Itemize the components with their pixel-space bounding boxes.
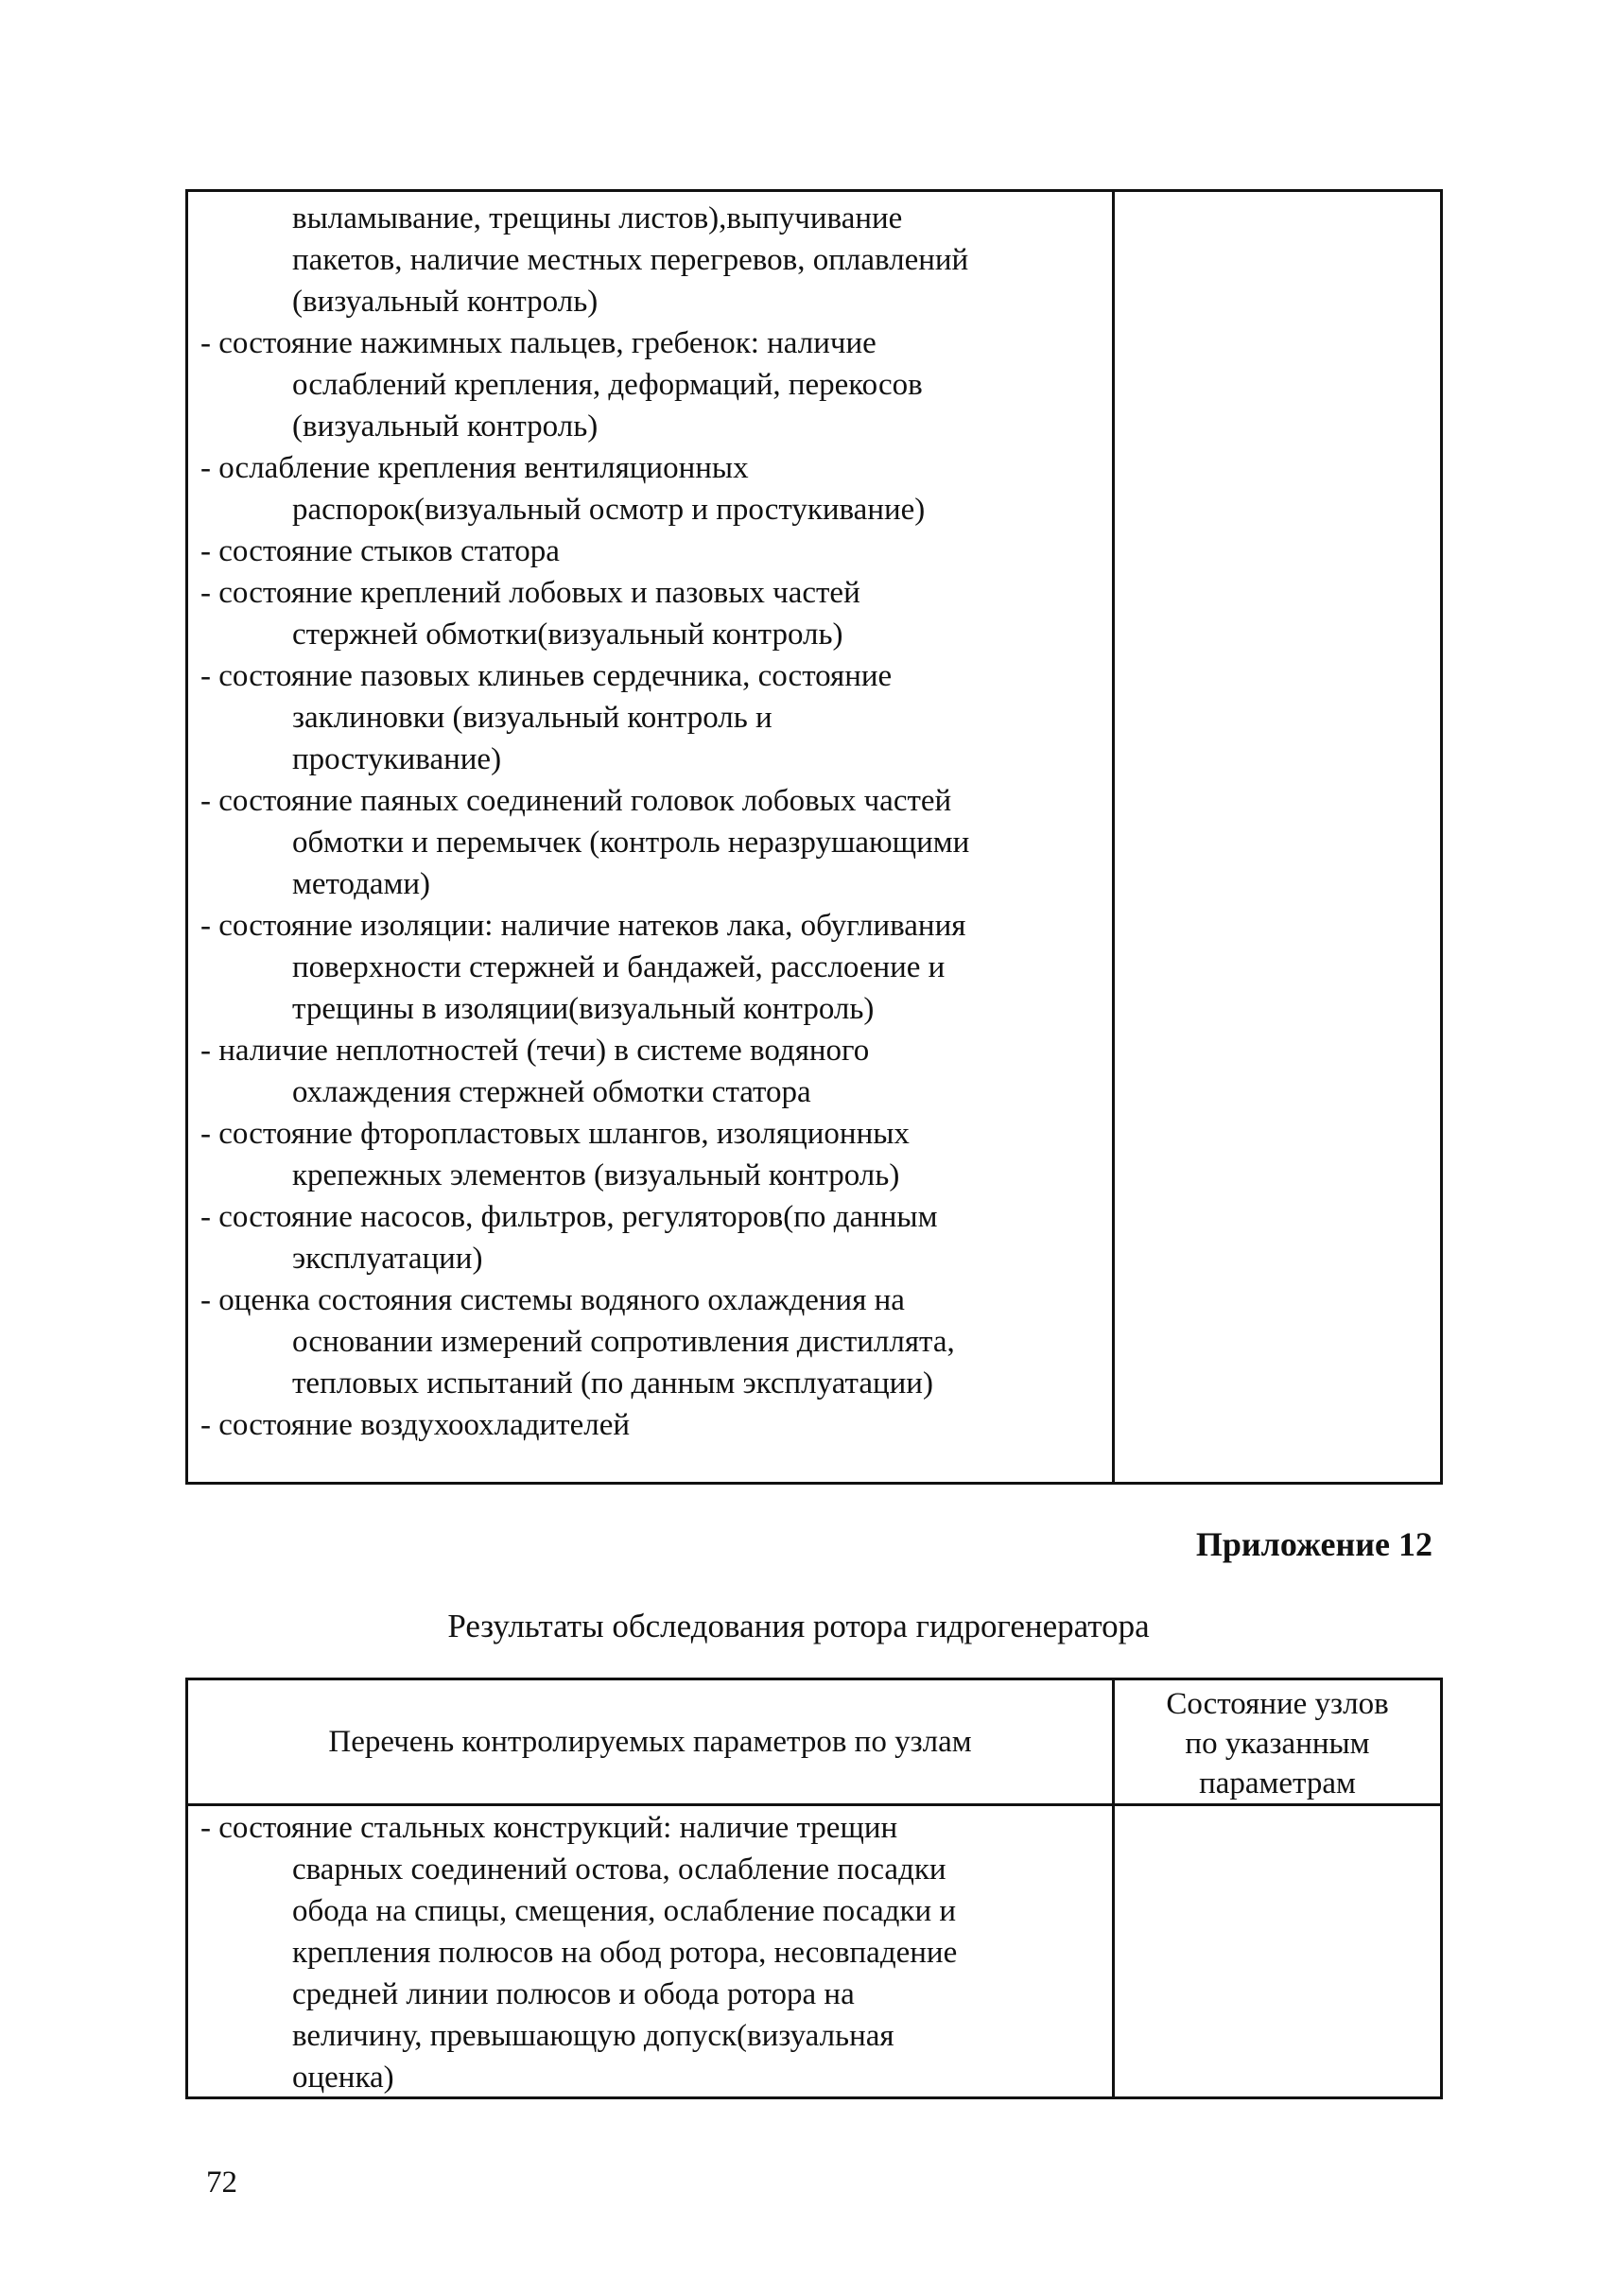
list-item-line: крепежных элементов (визуальный контроль)	[292, 1158, 900, 1192]
list-item-line: (визуальный контроль)	[292, 409, 599, 444]
list-item-line: стержней обмотки(визуальный контроль)	[292, 617, 843, 652]
parameter-list	[188, 198, 1107, 1446]
list-item-line: выламывание, трещины листов),выпучивание	[292, 201, 903, 235]
header-node-state-line: по указанным	[1185, 1727, 1370, 1761]
list-item-line: распорок(визуальный осмотр и простукивание)	[292, 493, 926, 527]
list-item-line: - состояние креплений лобовых и пазовых частей	[200, 576, 860, 610]
list-item-line: основании измерений сопротивления дистиллята,	[292, 1325, 955, 1359]
list-item-line: ослаблений крепления, деформаций, перекосов	[292, 368, 923, 402]
rotor-inspection-table	[185, 1678, 1443, 2099]
list-item-line: - состояние воздухоохладителей	[200, 1408, 631, 1442]
rotor-parameter-list	[188, 1807, 1107, 2098]
list-item-line: обода на спицы, смещения, ослабление посадки и	[292, 1894, 957, 1928]
list-item-line: - наличие неплотностей (течи) в системе водяного	[200, 1034, 870, 1068]
appendix-label: Приложение 12	[1195, 1525, 1432, 1563]
list-item-line: - состояние пазовых клиньев сердечника, состояние	[200, 659, 893, 693]
list-item-line: простукивание)	[292, 742, 502, 776]
list-item-line: методами)	[292, 867, 431, 901]
list-item-line: - состояние насосов, фильтров, регуляторов(по данным	[200, 1200, 938, 1234]
list-item-line: крепления полюсов на обод ротора, несовпадение	[292, 1936, 958, 1970]
appendix-title: Результаты обследования ротора гидрогенератора	[447, 1608, 1150, 1644]
list-item-line: пакетов, наличие местных перегревов, оплавлений	[292, 243, 969, 277]
list-item-line: заклиновки (визуальный контроль и	[292, 701, 772, 735]
list-item-line: - ослабление крепления вентиляционных	[200, 451, 749, 485]
list-item-line: - состояние изоляции: наличие натеков лака, обугливания	[200, 909, 966, 943]
list-item-line: - состояние стыков статора	[200, 534, 560, 568]
list-item-line: эксплуатации)	[292, 1242, 483, 1276]
list-item-line: (визуальный контроль)	[292, 285, 599, 319]
list-item-line: - состояние фторопластовых шлангов, изоляционных	[200, 1117, 910, 1151]
column-divider	[1112, 192, 1115, 1482]
list-item-line: средней линии полюсов и обода ротора на	[292, 1977, 855, 2011]
page-number: 72	[206, 2166, 237, 2200]
list-item-line: обмотки и перемычек (контроль неразрушающими	[292, 826, 970, 860]
list-item-line: трещины в изоляции(визуальный контроль)	[292, 992, 875, 1026]
header-node-state-line: параметрам	[1199, 1766, 1356, 1800]
list-item-line: величину, превышающую допуск(визуальная	[292, 2019, 894, 2053]
list-item-line: охлаждения стержней обмотки статора	[292, 1075, 811, 1109]
list-item-line: - оценка состояния системы водяного охлаждения на	[200, 1283, 905, 1317]
header-node-state-line: Состояние узлов	[1166, 1687, 1389, 1721]
list-item-line: - состояние нажимных пальцев, гребенок: наличие	[200, 326, 877, 360]
header-row-divider	[188, 1803, 1440, 1806]
header-node-state	[1115, 1684, 1440, 1803]
stator-inspection-table-continuation	[185, 189, 1443, 1485]
list-item-line: сварных соединений остова, ослабление посадки	[292, 1852, 946, 1887]
list-item-line: поверхности стержней и бандажей, расслоение и	[292, 950, 946, 984]
header-parameters: Перечень контролируемых параметров по узлам	[328, 1724, 972, 1759]
list-item-line: оценка)	[292, 2061, 394, 2095]
list-item-line: тепловых испытаний (по данным эксплуатации)	[292, 1366, 933, 1400]
list-item-line: - состояние паяных соединений головок лобовых частей	[200, 784, 952, 818]
list-item-line: - состояние стальных конструкций: наличие трещин	[200, 1811, 898, 1845]
